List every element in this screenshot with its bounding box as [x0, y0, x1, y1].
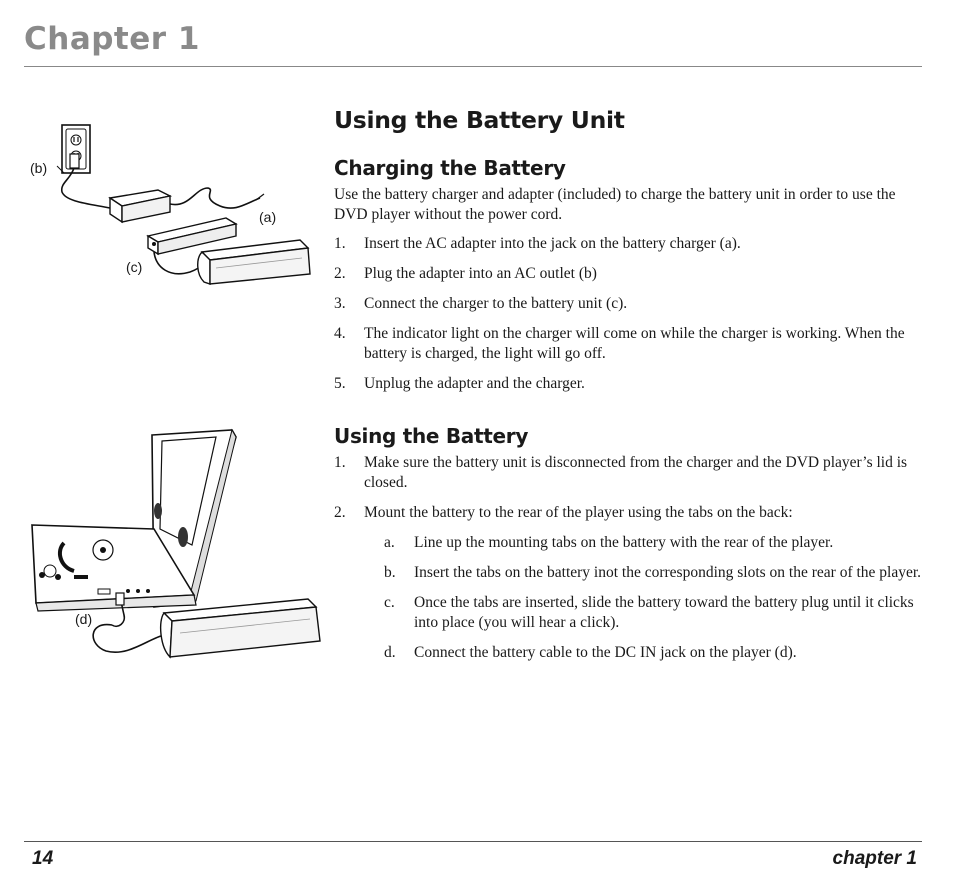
list-item [334, 374, 924, 394]
figure-label-d: (d) [75, 611, 93, 627]
step-text: Make sure the battery unit is disconnected from the charger and the DVD player’s lid is closed. [364, 454, 908, 491]
chapter-title: Chapter 1 [24, 21, 200, 57]
list-item [334, 294, 924, 314]
charging-steps [334, 234, 924, 394]
main-content [334, 102, 924, 673]
figure-label-a: (a) [259, 209, 277, 225]
charger-illustration [30, 118, 320, 298]
step-text: The indicator light on the charger will come on while the charger is working. When the battery is charged, the light will go off. [364, 325, 905, 362]
charging-heading: Charging the Battery [334, 156, 566, 180]
using-steps [334, 453, 924, 663]
figure-label-c: (c) [126, 259, 143, 275]
sub-step-letter: d. [384, 644, 396, 661]
list-item [334, 234, 924, 254]
figure-label-b: (b) [30, 160, 48, 176]
using-heading: Using the Battery [334, 424, 529, 448]
step-number: 2. [334, 265, 346, 282]
list-item [384, 533, 924, 553]
list-item [334, 453, 924, 493]
list-item [384, 643, 924, 663]
footer-chapter-label: chapter 1 [832, 848, 917, 869]
dvd-player-illustration [28, 425, 324, 665]
list-item [334, 264, 924, 284]
footer-rule [24, 841, 922, 842]
list-item [334, 324, 924, 364]
step-number: 5. [334, 375, 346, 392]
header-rule [24, 66, 922, 67]
step-text: Mount the battery to the rear of the player using the tabs on the back: [364, 504, 793, 521]
list-item [384, 593, 924, 633]
sub-step-letter: c. [384, 594, 395, 611]
step-text: Unplug the adapter and the charger. [364, 375, 585, 392]
sub-step-text: Insert the tabs on the battery inot the corresponding slots on the rear of the player. [414, 564, 922, 581]
step-number: 1. [334, 235, 346, 252]
sub-step-text: Connect the battery cable to the DC IN jack on the player (d). [414, 644, 797, 661]
sub-step-text: Once the tabs are inserted, slide the battery toward the battery plug until it clicks into place (you will hear a click). [414, 594, 914, 631]
list-item [384, 563, 924, 583]
sub-step-letter: b. [384, 564, 396, 581]
sub-step-text: Line up the mounting tabs on the battery with the rear of the player. [414, 534, 834, 551]
step-number: 4. [334, 325, 346, 342]
step-number: 3. [334, 295, 346, 312]
using-sub-steps [364, 533, 924, 663]
sub-step-letter: a. [384, 534, 395, 551]
step-text: Connect the charger to the battery unit (c). [364, 295, 628, 312]
step-number: 1. [334, 454, 346, 471]
step-text: Plug the adapter into an AC outlet (b) [364, 265, 597, 282]
page-number: 14 [32, 848, 54, 869]
step-number: 2. [334, 504, 346, 521]
charging-intro: Use the battery charger and adapter (included) to charge the battery unit in order to use the DVD player without the power cord. [334, 186, 896, 223]
section-title: Using the Battery Unit [334, 106, 625, 134]
list-item [334, 503, 924, 663]
step-text: Insert the AC adapter into the jack on the battery charger (a). [364, 235, 741, 252]
